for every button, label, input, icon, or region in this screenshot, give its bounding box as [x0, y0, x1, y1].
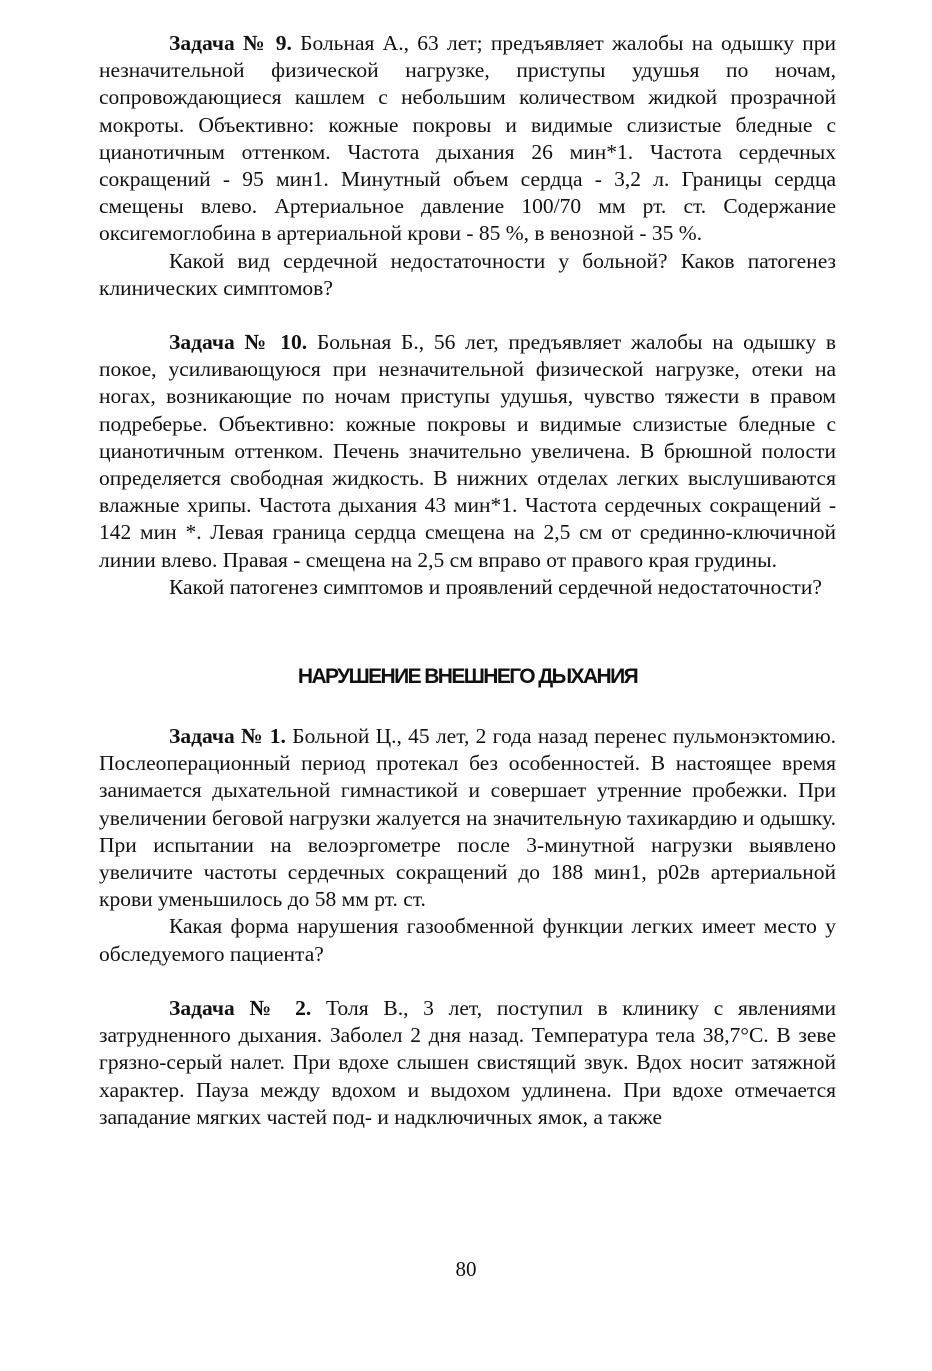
task-9-question: Какой вид сердечной недостаточности у больной? Каков патогенез клинических симптомов?: [99, 248, 836, 300]
task-10-paragraph: [99, 329, 836, 574]
spacer: [99, 601, 836, 663]
task-2-paragraph: [99, 995, 836, 1131]
spacer: [99, 691, 836, 723]
task-1-body: Больной Ц., 45 лет, 2 года назад перенес пульмонэктомию. Послеоперационный период протекал без особенностей. В настоящее время занимается дыхательной гимнастикой и совершает утренние пробежки. При увеличении беговой нагрузки жалуется на значительную тахикардию и одышку. При испытании на велоэргометре после 3-минутной нагрузки выявлено увеличите частоты сердечных сокращений до 188 мин1, р02в артериальной крови уменьшилось до 58 мм рт. ст.: [99, 724, 837, 912]
task-10-label: Задача № 10.: [169, 330, 308, 355]
task-9-label: Задача № 9.: [169, 31, 292, 55]
spacer: [99, 302, 836, 329]
task-2-body: Толя В., 3 лет, поступил в клинику с явлениями затрудненного дыхания. Заболел 2 дня назад. Температура тела 38,7°С. В зеве грязно-серый налет. При вдохе слышен свистящий звук. Вдох носит затяжной характер. Пауза между вдохом и выдохом удлинена. При вдохе отмечается западание мягких частей под- и надключичных ямок, а также: [99, 995, 837, 1129]
section-heading: НАРУШЕНИЕ ВНЕШНЕГО ДЫХАНИЯ: [297, 665, 638, 689]
task-1-label: Задача № 1.: [169, 724, 286, 749]
task-1-question: Какая форма нарушения газообменной функции легких имеет место у обследуемого пациента?: [99, 914, 836, 966]
task-1-paragraph: [99, 723, 836, 913]
document-page: [99, 30, 836, 1131]
task-10-body: Больная Б., 56 лет, предъявляет жалобы на одышку в покое, усиливающуюся при незначительной физической нагрузке, отеки на ногах, возникающие по ночам приступы удушья, чувство тяжести в правом подреберье. Объективно: кожные покровы и видимые слизистые бледные с цианотичным оттенком. Печень значительно увеличена. В брюшной полости определяется свободная жидкость. В нижних отделах легких выслушиваются влажные хрипы. Частота дыхания 43 мин*1. Частота сердечных сокращений - 142 мин *. Левая граница сердца смещена на 2,5 см от срединно-ключичной линии влево. Правая - смещена на 2,5 см вправо от правого края грудины.: [99, 330, 836, 572]
page-number: 80: [455, 1257, 477, 1281]
task-9-body: Больная А., 63 лет; предъявляет жалобы на одышку при незначительной физической нагрузке, приступы удушья по ночам, сопровождающиеся кашлем с небольшим количеством жидкой прозрачной мокроты. Объективно: кожные покровы и видимые слизистые бледные с цианотичным оттенком. Частота дыхания 26 мин*1. Частота сердечных сокращений - 95 мин1. Минутный объем сердца - 3,2 л. Границы сердца смещены влево. Артериальное давление 100/70 мм рт. ст. Содержание оксигемоглобина в артериальной крови - 85 %, в венозной - 35 %.: [99, 31, 837, 246]
spacer: [99, 968, 836, 995]
task-2-label: Задача № 2.: [169, 995, 312, 1020]
task-10-question: Какой патогенез симптомов и проявлений сердечной недостаточности?: [169, 574, 822, 599]
task-9-paragraph: [99, 30, 836, 248]
